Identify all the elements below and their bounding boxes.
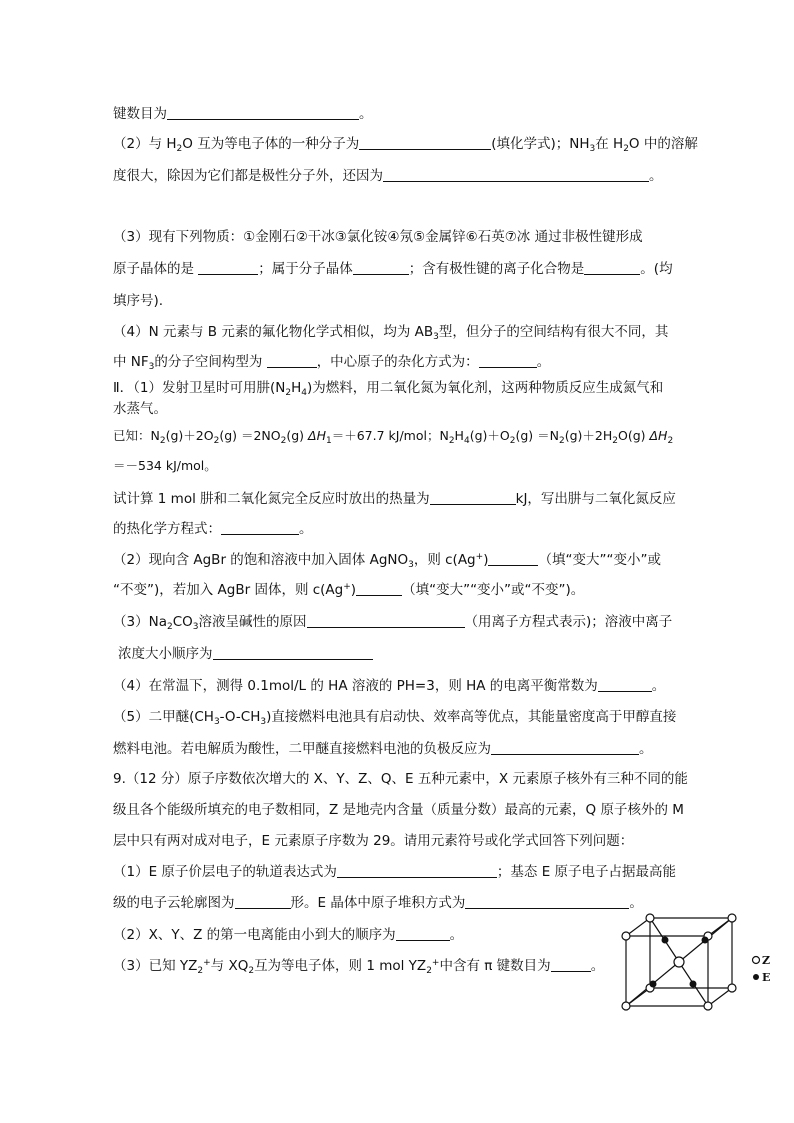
part-2-line-1: Ⅱ．（1）发射卫星时可用肼$(N_2H_4)$为燃料，用二氧化氮为氧化剂，这两种物质反应生成氮气和 — [113, 380, 664, 398]
question-9-1-line-1: （1）E 原子价层电子的轨道表达式为 ；基态 E 原子电子占据最高能 — [113, 864, 677, 880]
e-atom — [650, 981, 657, 988]
ether-line-1: （5）二甲醚$(CH_3-O-CH_3)$直接燃料电池具有启动快、效率高等优点，其能量密度高于甲醇直接 — [113, 709, 677, 727]
answer-blank[interactable] — [221, 520, 299, 535]
z-atom — [674, 957, 684, 967]
answer-blank[interactable] — [383, 167, 649, 182]
question-2-line-1: （2）与 $H_2O$ 互为等电子体的一种分子为 (填化学式)；$NH_3$在 $H_2O$ 中的溶解 — [113, 136, 698, 154]
z-atom — [704, 1002, 712, 1010]
silver-line-2: “不变”)，若加入 AgBr 固体，则 c(Ag+) （填“变大”“变小”或“不变”)。 — [113, 582, 585, 598]
answer-blank[interactable] — [213, 645, 373, 660]
question-9-1-line-2: 级的电子云轮廓图为 形。E 晶体中原子堆积方式为 。 — [113, 895, 643, 911]
answer-blank[interactable] — [491, 740, 639, 755]
sodium-line-2: 浓度大小顺序为 — [118, 644, 373, 664]
question-3-line-2: 原子晶体的是 ；属于分子晶体 ；含有极性键的离子化合物是 。(均 — [113, 261, 673, 277]
answer-blank[interactable] — [430, 490, 516, 505]
answer-blank[interactable] — [598, 677, 652, 692]
silver-line-1: （2）现向含 AgBr 的饱和溶液中加入固体 AgNO$_3$，则 c(Ag+) （填“变大”“变小”或 — [113, 552, 661, 570]
ether-line-2: 燃料电池。若电解质为酸性，二甲醚直接燃料电池的负极反应为 。 — [113, 741, 653, 757]
question-4-line-2: 中 $NF_3$的分子空间构型为 ，中心原子的杂化方式为： 。 — [113, 354, 551, 372]
answer-blank[interactable] — [584, 260, 640, 275]
question-9-2-line: （2）X、Y、Z 的第一电离能由小到大的顺序为 。 — [113, 927, 464, 943]
answer-blank[interactable] — [337, 863, 497, 878]
line-1: 键数目为 。 — [113, 106, 373, 122]
question-9-line-2: 级且各个能级所填充的电子数相同，Z 是地壳内含量（质量分数）最高的元素，Q 原子核外的 M — [113, 802, 684, 818]
z-atom — [728, 984, 736, 992]
answer-blank[interactable] — [235, 894, 291, 909]
answer-blank[interactable] — [396, 926, 450, 941]
sodium-line-1: $(3)Na_2CO_3$溶液呈碱性的原因 （用离子方程式表示)；溶液中离子 — [113, 614, 673, 632]
answer-blank[interactable] — [267, 353, 317, 368]
known-equations-line-2: ＝－534 kJ/mol。 — [113, 458, 217, 473]
question-9-line-1: 9.（12 分）原子序数依次增大的 X、Y、Z、Q、E 五种元素中，X 元素原子核外有三种不同的能 — [113, 771, 688, 787]
z-atom — [646, 914, 654, 922]
known-equations: 已知：$N_2(g)+2O_2(g) =2NO_2(g)$ $\Delta H_1=+67.7$ kJ/mol；$N_2H_4(g)+O_2(g) =N_2(g)+2H_2O(g)$ $\Delta H_2$ — [113, 428, 674, 446]
answer-blank[interactable] — [488, 551, 538, 566]
z-atom — [622, 932, 630, 940]
question-4-line-1: （4）N 元素与 B 元素的氟化物化学式相似，均为 $AB_3$型，但分子的空间结构有很大不同，其 — [113, 324, 669, 342]
legend-e-label: E — [762, 971, 771, 984]
e-atom — [690, 981, 697, 988]
calc-line-1: 试计算 1 mol 肼和二氧化氮完全反应时放出的热量为 kJ，写出肼与二氧化氮反应 — [113, 491, 676, 507]
question-3-line-3: 填序号). — [113, 293, 164, 309]
answer-blank[interactable] — [465, 894, 629, 909]
answer-blank[interactable] — [479, 353, 537, 368]
answer-blank[interactable] — [359, 135, 491, 150]
z-atom — [728, 914, 736, 922]
question-3-line-1: （3）现有下列物质：①金刚石②干冰③氯化铵④氖⑤金属锌⑥石英⑦冰 通过非极性键形成 — [113, 229, 643, 245]
e-atom — [662, 937, 669, 944]
answer-blank[interactable] — [551, 957, 591, 972]
question-9-3-line: （3）已知 $YZ_2^+$与 $XQ_2$互为等电子体，则 1 mol $YZ_2^+$中含有 π 键数目为 。 — [113, 958, 605, 976]
question-2-line-2: 度很大，除因为它们都是极性分子外，还因为 。 — [113, 168, 663, 184]
legend-z-marker — [753, 957, 760, 964]
answer-blank[interactable] — [356, 581, 402, 596]
e-atom — [702, 937, 709, 944]
answer-blank[interactable] — [167, 105, 359, 120]
answer-blank[interactable] — [198, 260, 258, 275]
acid-line: （4）在常温下，测得 0.1mol/L 的 HA 溶液的 PH=3，则 HA 的电离平衡常数为 。 — [113, 678, 666, 694]
question-9-line-3: 层中只有两对成对电子，E 元素原子序数为 29。请用元素符号或化学式回答下列问题： — [113, 833, 634, 849]
crystal-lattice-figure — [618, 908, 788, 1023]
calc-line-2: 的热化学方程式： 。 — [113, 521, 313, 537]
z-atom — [622, 1002, 630, 1010]
part-2-line-2: 水蒸气。 — [113, 401, 167, 417]
legend-e-marker — [753, 974, 759, 980]
answer-blank[interactable] — [353, 260, 409, 275]
legend-z-label: Z — [762, 954, 771, 967]
answer-blank[interactable] — [307, 613, 465, 628]
